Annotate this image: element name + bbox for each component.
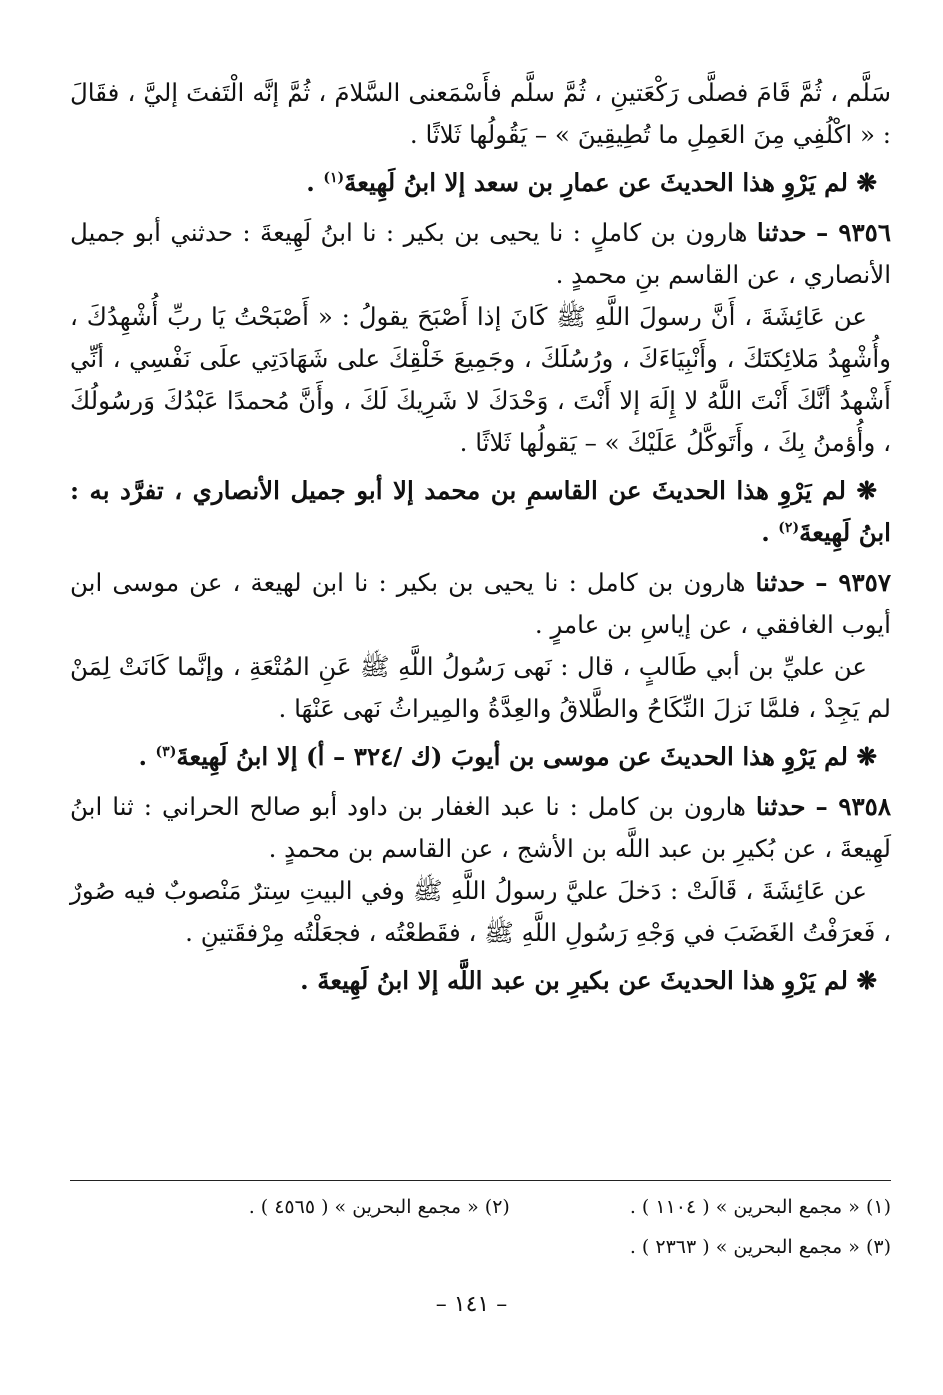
hadith-number: ٩٣٥٧ –	[815, 568, 891, 597]
hadith-chain	[70, 562, 891, 646]
asterisk-icon: ❋	[856, 742, 877, 771]
note-tail: .	[306, 168, 324, 197]
footnote-row	[70, 1187, 891, 1227]
narration-note	[70, 470, 891, 554]
asterisk-icon: ❋	[856, 966, 877, 995]
narration-note	[70, 960, 891, 1002]
hadith-lead: حدثنا	[756, 218, 807, 247]
hadith-number: ٩٣٥٦ –	[815, 218, 891, 247]
footnote-ref: (٢)	[778, 519, 800, 536]
footnote-3: (٣) « مجمع البحرين » ( ٢٣٦٣ ) .	[629, 1236, 891, 1258]
note-text: لم يَرْوِ هذا الحديثَ عن عمارِ بن سعد إلا ابنُ لَهِيعةَ	[344, 168, 848, 197]
asterisk-icon: ❋	[856, 476, 878, 505]
note-text: لم يَرْوِ هذا الحديثَ عن القاسمِ بن محمد إلا أبو جميل الأنصاري ، تفرَّد به : ابنُ لَهِيعةَ	[70, 476, 891, 547]
hadith-chain	[70, 786, 891, 870]
note-tail: .	[138, 742, 156, 771]
note-tail: .	[300, 966, 318, 995]
footnotes	[70, 1180, 891, 1267]
hadith-lead: حدثنا	[755, 568, 806, 597]
footnote-1: (١) « مجمع البحرين » ( ١١٠٤ ) .	[629, 1196, 891, 1218]
note-tail: .	[761, 518, 779, 547]
hadith-text: سَلَّم ، ثُمَّ قَامَ فصلَّى رَكْعَتينِ ، ثُمَّ سلَّم فأَسْمَعنى السَّلامَ ، ثُمَّ إنَّه الْتَفتَ إليَّ ، فقَالَ : « اكْلُفِي مِنَ العَمِلِ ما تُطِيقِينَ » – يَقُولُها ثَلاثًا .	[70, 78, 891, 149]
asterisk-icon: ❋	[856, 168, 877, 197]
narration-note	[70, 162, 891, 204]
hadith-text: عن عليِّ بن أبي طَالبٍ ، قال : نَهى رَسُولُ اللَّهِ ﷺ عَنِ المُتْعَةِ ، وإنَّما كَانَتْ لِمَنْ لم يَجِدْ ، فلمَّا نَزلَ النِّكَاحُ والطَّلاقُ والعِدَّةُ والمِيراثُ نَهى عَنْهَا .	[70, 652, 891, 723]
footnote-2: (٢) « مجمع البحرين » ( ٤٥٦٥ ) .	[248, 1196, 510, 1218]
footnote-ref: (٣)	[155, 743, 177, 760]
note-text: لم يَرْوِ هذا الحديثَ عن موسى بن أيوبَ (ك /٣٢٤ – أ) إلا ابنُ لَهِيعةَ	[176, 742, 848, 771]
narration-note	[70, 736, 891, 778]
hadith-number: ٩٣٥٨ –	[815, 792, 891, 821]
note-text: لم يَرْوِ هذا الحديثَ عن بكيرِ بن عبد اللَّه إلا ابنُ لَهِيعةَ	[317, 966, 848, 995]
page-body	[70, 72, 891, 1010]
hadith-text: عن عَائِشَةَ ، أَنَّ رسولَ اللَّهِ ﷺ كَانَ إذا أَصْبَحَ يقولُ : « أَصْبَحْتُ يَا ربِّ أُشْهِدُكَ ، وأُشْهِدُ مَلائِكتَكَ ، وأَنْبِيَاءَكَ ، ورُسُلَكَ ، وجَمِيعَ خَلْقِكَ على شَهَادَتِي علَى نَفْسِي ، أنِّي أَشْهدُ أنَّكَ أَنْتَ اللَّهُ لا إِلَهَ إلا أَنْتَ ، وَحْدَكَ لا شَرِيكَ لَكَ ، وأَنَّ مُحمدًا عَبْدُكَ وَرسُولُكَ ، وأُؤمنُ بِكَ ، وأَتَوكَّلُ عَلَيْكَ » – يَقولُها ثَلاثًا .	[70, 302, 891, 457]
page-number: – ١٤١ –	[435, 1292, 508, 1317]
hadith-text: عن عَائِشَةَ ، قَالَتْ : دَخلَ عليَّ رسولُ اللَّهِ ﷺ وفي البيتِ سِترٌ مَنْصوبٌ فيه صُورٌ ، فَعرَفْتُ الغَضَبَ في وَجْهِ رَسُولِ اللَّهِ ﷺ ، فقَطعْتُه ، فجعَلْتُه مِرْفقَتينِ .	[70, 876, 891, 947]
footnote-ref: (١)	[323, 169, 345, 186]
footnote-row	[70, 1227, 891, 1267]
hadith-chain	[70, 212, 891, 296]
chain-text: هارون بن كامل : نا يحيى بن بكير : نا ابن لهيعة ، عن موسى ابن أيوب الغافقي ، عن إياسِ بن عامرٍ .	[70, 568, 891, 639]
hadith-lead: حدثنا	[755, 792, 806, 821]
chain-text: هارون بن كامل : نا عبد الغفار بن داود أبو صالح الحراني : ثنا ابنُ لَهِيعةَ ، عن بُكيرِ بن عبد اللَّه بن الأشج ، عن القاسم بن محمدٍ .	[70, 792, 891, 863]
chain-text: هارون بن كاملٍ : نا يحيى بن بكير : نا ابنُ لَهِيعةَ : حدثني أبو جميل الأنصاري ، عن القاسم بنِ محمدٍ .	[70, 218, 891, 289]
